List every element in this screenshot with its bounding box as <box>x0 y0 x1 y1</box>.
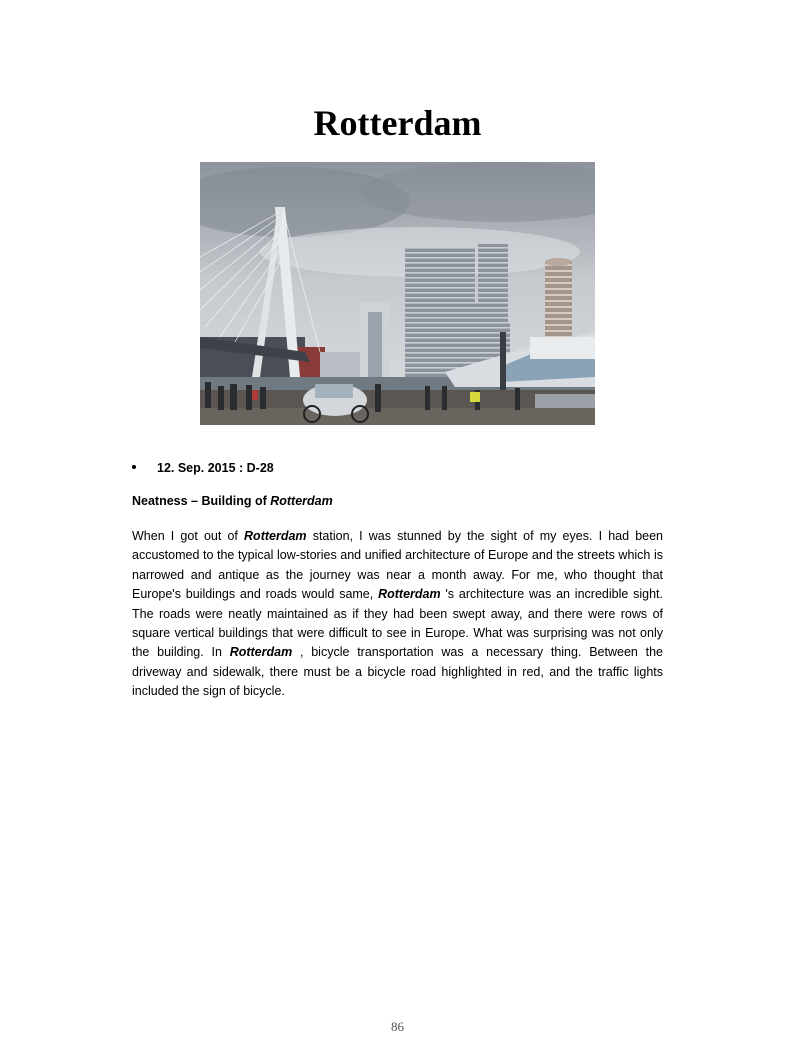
para-segment: When I got out of <box>132 529 245 543</box>
section-heading <box>132 494 333 508</box>
para-emphasis: Rotterdam <box>378 587 441 602</box>
page-title: Rotterdam <box>313 103 482 143</box>
entry-date: 12. Sep. 2015 : D-28 <box>157 461 274 475</box>
bullet-icon <box>132 465 136 469</box>
para-segment: , bicycle transportation was a necessary thing. Between the driveway and sidewalk, there must be a bicycle road highlighted in red, and the traffic lights included the sign of bicycle. <box>132 645 663 699</box>
page-number: 86 <box>391 1019 404 1034</box>
para-emphasis: Rotterdam <box>244 529 307 543</box>
body-paragraph <box>132 527 663 702</box>
heading-place: Rotterdam <box>270 494 333 508</box>
para-segment: station, I was stunned by the sight of my eyes. I had been accustomed to the typical low-stories and unified architecture of Europe and the streets which is narrowed and antique as the journey was near a month away. For me, who thought that Europe's buildings and roads would same, <box>132 529 663 602</box>
rotterdam-skyline-photo <box>200 162 595 425</box>
para-emphasis: Rotterdam <box>229 645 293 660</box>
para-segment: 's architecture was an incredible sight. The roads were neatly maintained as if they had been swept away, and there were rows of square vertical buildings that were difficult to see in Europe. What was surprising was not only the building. In <box>132 587 664 660</box>
heading-prefix: Neatness – Building of <box>132 494 271 508</box>
